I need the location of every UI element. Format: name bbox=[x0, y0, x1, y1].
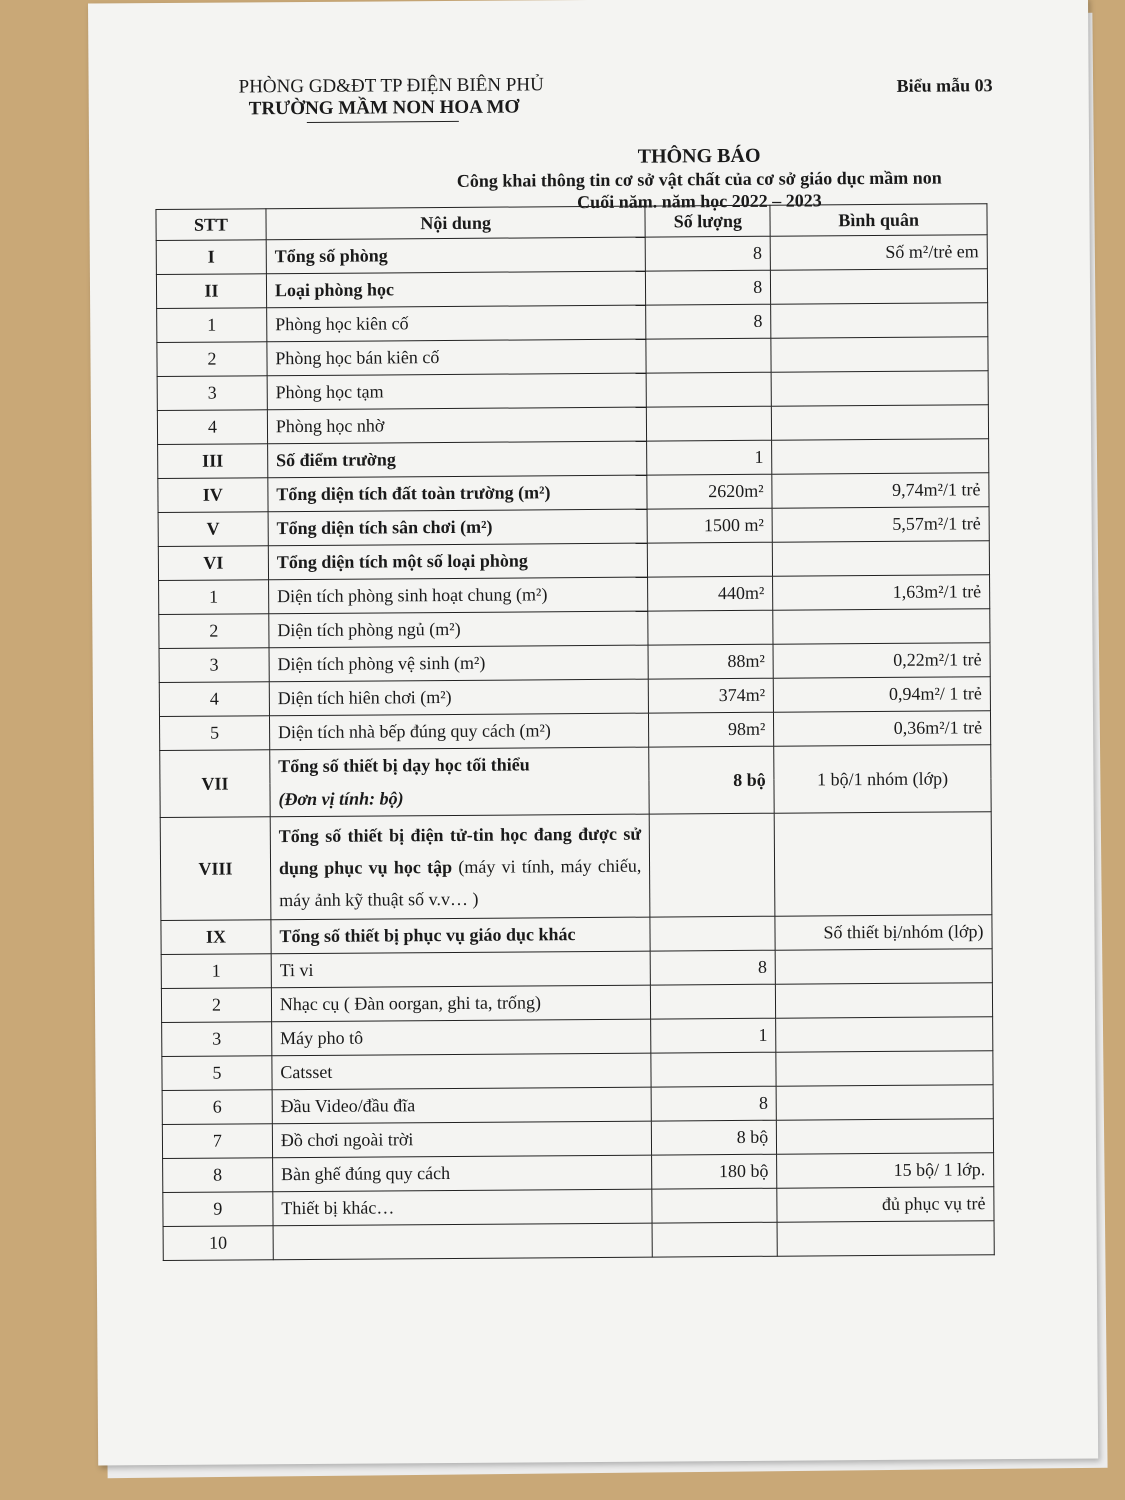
table-row bbox=[163, 1153, 994, 1193]
row-content: Ti vi bbox=[271, 951, 651, 988]
table-row bbox=[160, 745, 991, 784]
table-row bbox=[156, 235, 987, 275]
row-average: Số m²/trẻ em bbox=[770, 235, 987, 271]
row-stt: 2 bbox=[161, 988, 271, 1023]
row-stt: 5 bbox=[162, 1056, 272, 1091]
row-average: 0,36m²/1 trẻ bbox=[774, 711, 991, 747]
table-row bbox=[163, 1187, 994, 1227]
column-header-quantity: Số lượng bbox=[645, 205, 770, 237]
row-quantity bbox=[646, 338, 771, 373]
row-average bbox=[771, 337, 988, 373]
table-row bbox=[161, 949, 992, 989]
row-stt: IX bbox=[161, 920, 271, 955]
row-quantity bbox=[650, 813, 776, 917]
table-row bbox=[159, 711, 990, 751]
school-name: TRƯỜNG MẦM NON HOA MƠ bbox=[248, 96, 520, 120]
row-quantity bbox=[652, 1188, 777, 1223]
table-row bbox=[157, 337, 988, 377]
row-quantity: 8 bộ bbox=[652, 1120, 777, 1155]
row-content: Diện tích hiên chơi (m²) bbox=[269, 679, 649, 716]
row-average bbox=[773, 541, 990, 577]
row-content: Tổng số thiết bị phục vụ giáo dục khác bbox=[271, 917, 651, 954]
row-stt: VIII bbox=[160, 817, 271, 921]
row-average bbox=[771, 269, 988, 305]
table-row bbox=[161, 983, 992, 1023]
form-number: Biểu mẫu 03 bbox=[896, 75, 993, 96]
row-average bbox=[772, 405, 989, 441]
row-quantity: 8 bbox=[650, 950, 775, 985]
row-average bbox=[773, 609, 990, 645]
row-average: 0,94m²/ 1 trẻ bbox=[773, 677, 990, 713]
row-average: 9,74m²/1 trẻ bbox=[772, 473, 989, 509]
table-row bbox=[157, 303, 988, 343]
table-row bbox=[161, 915, 992, 955]
row-content: Phòng học nhờ bbox=[267, 407, 647, 444]
table-row bbox=[156, 269, 987, 309]
facilities-table bbox=[155, 203, 994, 1261]
row-content: Diện tích phòng vệ sinh (m²) bbox=[269, 645, 649, 682]
row-average: đủ phục vụ trẻ bbox=[777, 1187, 994, 1223]
row-average: 5,57m²/1 trẻ bbox=[772, 507, 989, 543]
column-header-average: Bình quân bbox=[770, 204, 987, 237]
row-average bbox=[774, 812, 991, 917]
row-quantity bbox=[647, 406, 772, 441]
row-quantity: 8 bbox=[646, 304, 771, 339]
row-stt: 3 bbox=[162, 1022, 272, 1057]
document-title: THÔNG BÁO bbox=[637, 144, 761, 168]
table-row bbox=[158, 439, 989, 479]
row-stt: II bbox=[156, 274, 266, 309]
row-average bbox=[777, 1119, 994, 1155]
row-average bbox=[771, 371, 988, 407]
row-quantity: 440m² bbox=[648, 576, 773, 611]
row-quantity bbox=[651, 984, 776, 1019]
column-header-stt: STT bbox=[156, 209, 266, 241]
row-content: Loại phòng học bbox=[266, 271, 646, 308]
row-quantity: 2620m² bbox=[647, 474, 772, 509]
row-quantity: 1 bbox=[647, 440, 772, 475]
table-row bbox=[158, 473, 989, 513]
row-stt: I bbox=[156, 240, 266, 275]
document-subtitle: Công khai thông tin cơ sở vật chất của cơ sở giáo dục mầm non bbox=[456, 167, 942, 191]
table-row bbox=[158, 507, 989, 547]
row-content: Tổng diện tích sân chơi (m²) bbox=[268, 509, 648, 546]
row-stt: 5 bbox=[159, 716, 269, 751]
table-row bbox=[162, 1017, 993, 1057]
table-body-equipment bbox=[160, 745, 992, 921]
row-quantity bbox=[648, 610, 773, 645]
column-header-content: Nội dung bbox=[266, 206, 646, 240]
title-block bbox=[239, 141, 1125, 215]
row-content: Tổng diện tích một số loại phòng bbox=[268, 543, 648, 580]
row-quantity bbox=[648, 542, 773, 577]
row-average bbox=[776, 983, 993, 1019]
table-row bbox=[162, 1119, 993, 1159]
row-content: Phòng học tạm bbox=[267, 373, 647, 410]
school-year: Cuối năm. năm học 2022 – 2023 bbox=[577, 190, 822, 213]
table-row bbox=[157, 405, 988, 445]
row-quantity bbox=[650, 916, 775, 951]
row-stt: 1 bbox=[157, 308, 267, 343]
row-quantity bbox=[646, 372, 771, 407]
row-average: 15 bộ/ 1 lớp. bbox=[777, 1153, 994, 1189]
row-content: Nhạc cụ ( Đàn oorgan, ghi ta, trống) bbox=[271, 985, 651, 1022]
row-average: 1,63m²/1 trẻ bbox=[773, 575, 990, 611]
row-stt: IV bbox=[158, 478, 268, 513]
row-stt: VI bbox=[158, 546, 268, 581]
row-content: Tổng số phòng bbox=[266, 237, 646, 274]
row-content: Tổng diện tích đất toàn trường (m²) bbox=[268, 475, 648, 512]
row-content: Thiết bị khác… bbox=[273, 1189, 653, 1226]
row-stt: 4 bbox=[157, 410, 267, 445]
row-quantity bbox=[652, 1222, 777, 1257]
row-content-examples: (máy vi tính, máy chiếu, máy ảnh kỹ thuật số v.v… ) bbox=[279, 855, 642, 911]
header-underline bbox=[307, 121, 459, 123]
table-row bbox=[160, 812, 992, 921]
row-stt: V bbox=[158, 512, 268, 547]
row-content: Đồ chơi ngoài trời bbox=[272, 1121, 652, 1158]
table-row bbox=[159, 643, 990, 683]
row-stt: 8 bbox=[163, 1158, 273, 1193]
row-average: 0,22m²/1 trẻ bbox=[773, 643, 990, 679]
table-row bbox=[162, 1051, 993, 1091]
document-sheet bbox=[88, 0, 1098, 1465]
row-average bbox=[776, 1085, 993, 1121]
row-content: Phòng học kiên cố bbox=[267, 305, 647, 342]
row-stt: 10 bbox=[163, 1226, 273, 1261]
row-stt: 6 bbox=[162, 1090, 272, 1125]
row-stt: 3 bbox=[157, 376, 267, 411]
table-row bbox=[159, 575, 990, 615]
row-quantity: 1 bbox=[651, 1018, 776, 1053]
row-stt: VII bbox=[160, 750, 270, 818]
row-quantity: 8 bbox=[645, 236, 770, 271]
table-row bbox=[159, 677, 990, 717]
row-stt: 1 bbox=[159, 580, 269, 615]
row-content: Bàn ghế đúng quy cách bbox=[272, 1155, 652, 1192]
row-stt: III bbox=[158, 444, 268, 479]
table-row bbox=[158, 541, 989, 581]
row-quantity: 98m² bbox=[649, 712, 774, 747]
row-quantity: 374m² bbox=[649, 678, 774, 713]
row-average bbox=[776, 1017, 993, 1053]
row-content: Diện tích nhà bếp đúng quy cách (m²) bbox=[269, 713, 649, 750]
row-stt: 1 bbox=[161, 954, 271, 989]
table-body-rooms bbox=[156, 235, 991, 751]
row-quantity: 1500 m² bbox=[647, 508, 772, 543]
row-average bbox=[772, 439, 989, 475]
row-average bbox=[775, 949, 992, 985]
row-quantity bbox=[651, 1052, 776, 1087]
row-content: Máy pho tô bbox=[272, 1019, 652, 1056]
row-content: Catsset bbox=[272, 1053, 652, 1090]
row-content: Số điểm trường bbox=[267, 441, 647, 478]
row-average: Số thiết bị/nhóm (lớp) bbox=[775, 915, 992, 951]
row-average: 1 bộ/1 nhóm (lớp) bbox=[774, 745, 991, 814]
row-stt: 3 bbox=[159, 648, 269, 683]
table-row bbox=[159, 609, 990, 649]
row-stt: 9 bbox=[163, 1192, 273, 1227]
row-quantity: 8 bộ bbox=[649, 746, 774, 814]
row-stt: 2 bbox=[159, 614, 269, 649]
row-average bbox=[777, 1221, 994, 1257]
row-stt: 2 bbox=[157, 342, 267, 377]
row-content-main: Tổng số thiết bị điện tử-tin học đang được sử dụng phục vụ học tập bbox=[278, 823, 642, 879]
row-stt: 4 bbox=[159, 682, 269, 717]
row-content: Diện tích phòng ngủ (m²) bbox=[269, 611, 649, 648]
row-content: Diện tích phòng sinh hoạt chung (m²) bbox=[268, 577, 648, 614]
table-row bbox=[163, 1221, 994, 1261]
row-stt: 7 bbox=[162, 1124, 272, 1159]
row-content: Phòng học bán kiên cố bbox=[267, 339, 647, 376]
row-content: Đầu Video/đầu đĩa bbox=[272, 1087, 652, 1124]
table-body-other bbox=[161, 915, 994, 1261]
row-quantity: 8 bbox=[646, 270, 771, 305]
department-name: PHÒNG GD&ĐT TP ĐIỆN BIÊN PHỦ bbox=[238, 74, 544, 98]
row-average bbox=[776, 1051, 993, 1087]
row-average bbox=[771, 303, 988, 339]
table-row bbox=[162, 1085, 993, 1125]
row-content bbox=[273, 1223, 653, 1260]
row-content-note: (Đơn vị tính: bộ) bbox=[270, 781, 650, 817]
row-quantity: 180 bộ bbox=[652, 1154, 777, 1189]
row-content: Tổng số thiết bị dạy học tối thiểu bbox=[270, 747, 650, 783]
row-quantity: 8 bbox=[651, 1086, 776, 1121]
row-content bbox=[270, 814, 650, 920]
document-header bbox=[239, 74, 545, 123]
row-quantity: 88m² bbox=[648, 644, 773, 679]
table-row bbox=[157, 371, 988, 411]
